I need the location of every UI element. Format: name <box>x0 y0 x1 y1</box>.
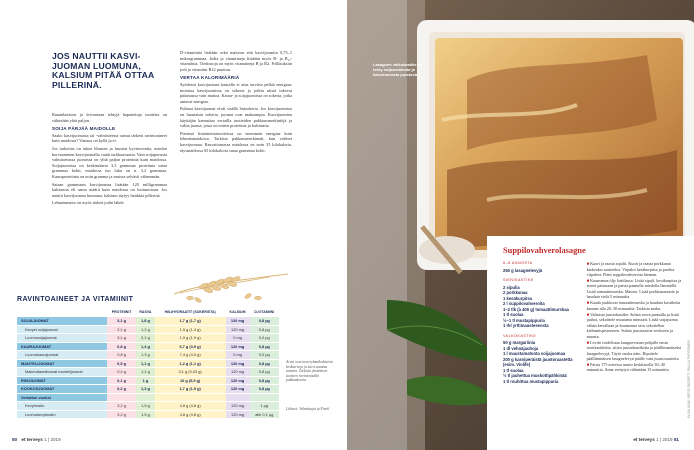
table-cell: 0,1 g (0,03 g) <box>155 368 226 377</box>
main-ingredient: 250 g lasagnelevyjä <box>503 267 543 273</box>
paragraph: D-vitamiinia lisätään sekä maitoon että kasvijuomiin 0,75–1 mikrogrammaa. Jodia ja vitamiineja lisätään myös B- ja B₁₂-vitamiinia. Tiedostoja on myös vitamiineja B ja B2. Polkkuksiin jodi ja vitamiini B12 puuttuu. <box>180 50 292 72</box>
table-cell: alle 0,1 µg <box>250 410 279 419</box>
bullet-icon: ■ <box>586 277 590 283</box>
table-cell <box>136 393 155 402</box>
recipe-title: Suppilovahverolasagne <box>503 246 586 255</box>
table-cell <box>226 393 250 402</box>
recipe-step-text: Kuumenna öljy kattilassa. Lisää sipuli, kesäkurpitsa ja sienet paistuaan ja paista pannulla miedolla lämmöllä. Lisää tomaattimurska. Mausta. Lisää porkkanaraaste ja hauduta vielä 5 minuuttia. <box>586 277 682 300</box>
table-cell: 1,3 g <box>136 351 155 360</box>
paragraph: Ruuanlaittoon ja leivontaan tehtyjä hapatettuja tuotteita on vähintään yhtä paljon. <box>52 112 167 123</box>
table-cell: Luomukevytmaito <box>17 410 107 419</box>
magazine-brand: et terveys <box>633 437 655 442</box>
ingredient-item: ½ tl jauhettua muskottipähkinää <box>503 373 567 378</box>
table-cell: 0,1 g <box>107 376 136 385</box>
ingredient-item: 2 porkkanaa <box>503 290 528 295</box>
table-cell: 1,2 g <box>136 325 155 334</box>
paragraph: Sataan grammaan kasvijuomaa lisätään 120 milligrammaa kalsiumia eli sama määrä kuin maidossa on luonnostaan. Jos nauttii kasvijuomaa luomuna, kalsium täytyy hankkia pillerinä. <box>52 181 167 198</box>
table-cell: 0,0 µg <box>250 334 279 343</box>
page-number: 51 <box>673 437 679 442</box>
table-sources: Lähteet: Valmistajat ja Fineli <box>286 407 330 411</box>
table-cell: 0,8 µg <box>250 325 279 334</box>
table-header-cell: RASVA <box>139 310 152 314</box>
table-cell: 1,5 g (1,4 g) <box>155 325 226 334</box>
photo-caption: Lasagnen valkokastike on tehty soijamaidosta ja kasvirasvasta juustosta. <box>373 62 423 77</box>
ingredient-item: 1 tl suolaa <box>503 312 524 317</box>
table-cell: 0,8 µg <box>250 368 279 377</box>
table-cell: 120 mg <box>226 325 250 334</box>
table-cell: 3,2 g <box>107 410 136 419</box>
table-cell: 0,8 µg <box>250 359 279 368</box>
bullet-icon: ■ <box>586 311 590 317</box>
ingredient-item: 1 tl rouhittua mustapippuria <box>503 378 559 384</box>
table-cell: KOOKOSJUOMAT <box>17 385 107 394</box>
table-cell <box>250 393 279 402</box>
table-cell: Luomukaurajuomat <box>17 351 107 360</box>
recipe-step <box>587 312 682 340</box>
recipe-step-text: Valmista juustokastike: Sulata rasva pannulla ja lisää jauhot, sekoittele muutama minuutti. Lisää soijajuoma vähän kerrallaan ja kuumenna seos sekoitellen kiehumispisteeseen. Sulata juustoraaste seokseen ja mausta. <box>586 311 679 339</box>
table-cell: 0,5 g <box>107 359 136 368</box>
servings: 6–8 ANNOSTA <box>503 261 533 265</box>
table-cell: 1 µg <box>250 402 279 411</box>
table-row <box>17 393 279 402</box>
recipe-step-text: Kaada joukkoon tomaattimurska ja hauduta kastiketta kannen alla 20–30 minuuttia. Tarkista maku. <box>586 300 681 311</box>
table-cell: 120 mg <box>226 402 250 411</box>
table-header-cell: D-VITAMIINI <box>254 310 275 314</box>
table-row <box>17 385 279 394</box>
table-cell: 120 mg <box>226 376 250 385</box>
table-cell: 1 g <box>136 376 155 385</box>
table-cell: 1,5 g <box>136 410 155 419</box>
recipe-step-text: Levitä voideltuun lasagnevuoan pohjalle ensin sienikastiketta, sitten juustokastiketta ja päällimmäiseksi lasagnelevyjä. Täytä vuoka näin. Ripottele päällimmäisen lasagnelevyn päälle vain juustoraastetta. <box>586 339 682 362</box>
table-cell <box>107 393 136 402</box>
recipe-step-text: Paista 175 asteessa uunin keskitasolla 30–40 minuuttia. Anna vetäytyä vähintään 15 minuuttia. <box>586 361 670 373</box>
paragraph: Jos tarkoitus on tukea lihasten ja luuston hyvinvointia, maidon korvaaminen kasvijuomalla vaatii tarkkaavuutta. Vain soijapavusta valmistetussa juomissa on yhtä paljon proteiinia kuin maidossa. Soijajuomissa on keskimäärin 3,3 grammaa proteiinia sataa grammaa kohti, maidossa tuo luku on n. 3,2 grammaa. Kauraproteiinia on noin gramma ja muissa selvästi vähemmän. <box>52 145 167 179</box>
bullet-icon: ■ <box>586 361 590 367</box>
table-cell: 0,8 µg <box>250 385 279 394</box>
ingredient-item: ½–1 tl mustapippuria <box>503 317 545 323</box>
article-headline: JOS NAUTTII KASVI-JUOMAN LUOMUNA, KALSIUM PITÄÄ OTTAA PILLERINÄ. <box>52 51 155 90</box>
table-header-cell: KALSIUM <box>229 310 246 314</box>
bullet-icon: ■ <box>586 261 590 266</box>
table-cell: 0,2 g <box>107 385 136 394</box>
table-row <box>17 351 279 360</box>
table-cell: 0,8 g <box>107 342 136 351</box>
table-cell: 4,8 g (4,8 g) <box>155 402 226 411</box>
recipe-step <box>587 261 682 278</box>
ingredient-item: 1 l maustamatonta soijajuomaa <box>503 351 566 356</box>
table-cell: 120 mg <box>226 368 250 377</box>
recipe-step <box>587 362 682 373</box>
table-cell: 7,4 g (4,5 g) <box>155 351 226 360</box>
table-cell: 1,8 g <box>136 317 155 325</box>
table-cell: Kevyet soijajuomat <box>17 325 107 334</box>
paragraph: Puhtaat kasvijuomat eivät sisällä lisäsokeria. Jos kasvijuomissa on luontaista sokeria, juomat ovat makeampia. Kasvijuomien käyttäjän kannattaa vertailla tuotteiden pakkausmerkintöjä ja valita juoma, jossa on eniten proteiinia ja kalsiumia. <box>180 106 292 129</box>
table-cell: 0,8 µg <box>250 317 279 325</box>
table-row <box>17 325 279 334</box>
table-cell: 0,4 g <box>107 368 136 377</box>
ingredient-item: 200 g kasviperäistä juustoraastetta (esim. Violife) <box>503 356 573 367</box>
table-cell: MANTELIJUOMAT <box>17 359 107 368</box>
table-cell: 1,4 g <box>136 342 155 351</box>
bullet-icon: ■ <box>586 300 590 306</box>
recipe-step-text: Kuori ja raasta sipulit. Kuori ja raasta porkkanat karkeaksi raasteeksi. Viipaloi kesäkurpitsa ja puolita viipaleet. Pieni suppilovahveroita hieman. <box>586 261 675 277</box>
table-cell: 1,1 g <box>136 359 155 368</box>
photo-credit: KUVA SAMI REPO RESEPTI PAULA PIIPPONEN <box>687 340 691 419</box>
section-heading: VERTAA KALORIMÄÄRIÄ <box>180 75 240 81</box>
paragraph: Syödessä kasvijuomaa kauralla ei aina tarvitse pelätä energiaa: monissa kasvijuomissa on sokeria ja jotkin niistä tukevat pääasiassa vain maitoa. Kaura- ja soijajuomissa on sokeria, jotka antavat energiaa. <box>180 81 292 104</box>
table-cell: Vertailun vuoksi <box>17 393 107 402</box>
table-cell: 0,8 g <box>107 351 136 360</box>
table-cell: 0,0 µg <box>250 351 279 360</box>
table-cell: Luomusoijajuomat <box>17 334 107 343</box>
table-cell: 3,2 g <box>107 402 136 411</box>
ingredient-item: 1 dl vehnäjauhoja <box>503 345 539 351</box>
table-cell: 1,9 g (1,9 g) <box>155 334 226 343</box>
table-cell: 120 mg <box>226 410 250 419</box>
table-cell: 2,1 g <box>107 325 136 334</box>
nutrient-table <box>17 309 279 419</box>
table-row <box>17 317 279 325</box>
table-row <box>17 376 279 385</box>
table-cell: 0 mg <box>226 351 250 360</box>
right-page <box>347 0 694 450</box>
table-cell: 120 mg <box>226 385 250 394</box>
issue-number: 1 | 2019 <box>656 437 673 442</box>
table-body <box>17 317 279 419</box>
table-footnote: Arvot ovat tuoteryhmäkohtaisia keskiarvoja ja siten suuntaa antavia. Tarkista yksittäisen tuotteen ravintosisältö pakkauksesta. <box>286 360 333 383</box>
table-header-row <box>17 309 279 317</box>
table-cell: 1,2 g (1,1 g) <box>155 359 226 368</box>
wheat-grains-illustration <box>170 262 290 304</box>
paragraph: Saako kasvijuomasta tai -valmisteesta samat tärkeät ravintoaineet kuin maidosta? Vastaus on kyllä ja ei. <box>52 132 167 144</box>
white-sauce-label: VALKOKASTIKE <box>503 333 537 338</box>
table-title: RAVINTOAINEET JA VITAMIINIT <box>17 296 134 303</box>
white-sauce-ingredients <box>503 340 579 384</box>
table-cell <box>155 393 226 402</box>
recipe-step <box>587 300 682 311</box>
table-cell: 3,1 g <box>107 317 136 325</box>
table-cell: 10 g (5,9 g) <box>155 376 226 385</box>
table-row <box>17 342 279 351</box>
recipe-step <box>587 340 682 362</box>
table-cell: SOIJAJUOMAT <box>17 317 107 325</box>
ingredient-item: 2 l suppilovahveroita <box>503 301 545 306</box>
ingredient-item: 2 sipulia <box>503 284 520 290</box>
sauce-label: SIENIKASTIKE <box>503 278 534 282</box>
magazine-brand: et terveys <box>21 437 43 442</box>
table-cell: 120 mg <box>226 342 250 351</box>
table-row <box>17 410 279 419</box>
article-column-1 <box>52 112 167 208</box>
table-cell: 2,1 g <box>136 334 155 343</box>
ingredient-item: 1 kesäkurpitsa <box>503 295 533 301</box>
ingredient-item: 1 tl suolaa <box>503 367 524 373</box>
table-cell: 0,8 µg <box>250 342 279 351</box>
table-row <box>17 402 279 411</box>
footer-left <box>12 437 61 442</box>
recipe-steps <box>587 261 682 384</box>
table-row <box>17 368 279 377</box>
table-header-cell <box>17 309 107 317</box>
recipe-card <box>487 236 694 450</box>
ingredient-item: 1–2 tlk (à 400 g) tomaattimurskaa <box>503 306 569 312</box>
table-cell: KAURAJUOMAT <box>17 342 107 351</box>
table-cell: 0,8 µg <box>250 376 279 385</box>
table-header-cell: HIILIHYDRAATIT (SOKERISTA) <box>164 310 216 314</box>
ingredient-item: 50 g margariinia <box>503 340 536 345</box>
table-header-cell: PROTEIINIT <box>111 310 132 314</box>
table-cell: 6,7 g (3,9 g) <box>155 342 226 351</box>
table-row <box>17 359 279 368</box>
table-cell: 3,1 g <box>107 334 136 343</box>
table-cell: 4,8 g (4,8 g) <box>155 410 226 419</box>
table-cell: 1,3 g <box>136 385 155 394</box>
ingredient-item: 1 rkl yrttimausteseosta <box>503 323 549 328</box>
footer-right <box>633 437 682 442</box>
table-cell: 1,5 g <box>136 402 155 411</box>
table-cell: 1,7 g (1,9 g) <box>155 385 226 394</box>
page-number: 50 <box>12 437 18 442</box>
table-cell: 1,1 g <box>136 368 155 377</box>
table-cell: RIISIJUOMAT <box>17 376 107 385</box>
bullet-icon: ■ <box>586 339 590 345</box>
section-heading: SOIJA PÄRJÄÄ MAIDOLLE <box>52 126 116 132</box>
sauce-ingredients <box>503 285 579 329</box>
issue-number: 1 | 2019 <box>44 437 61 442</box>
table-cell: 0 mg <box>226 334 250 343</box>
table-cell: Makeuttamattomat mantelijuomat <box>17 368 107 377</box>
table-cell: 120 mg <box>226 359 250 368</box>
table-row <box>17 334 279 343</box>
paragraph: Pienissä lisäaineistatuotteissa on enemmän energiaa kuin lehmänmaidossa. Tarkista pakkausmerkinnät, kun valitset kasvijuomaa. Rasvattomassa maidossa on noin 35 kilokaloria, täysmaidossa 65 kilokaloria sataa grammaa kohti. <box>180 130 292 153</box>
article-column-2 <box>180 50 292 155</box>
table-cell: Kevytmaito <box>17 402 107 411</box>
recipe-step <box>587 278 682 300</box>
table-cell: 1,7 g (1,7 g) <box>155 317 226 325</box>
ingredients-column <box>503 261 579 384</box>
paragraph: Lehmänmaito on myös tärkeä jodin lähde. <box>52 200 125 206</box>
table-cell: 120 mg <box>226 317 250 325</box>
